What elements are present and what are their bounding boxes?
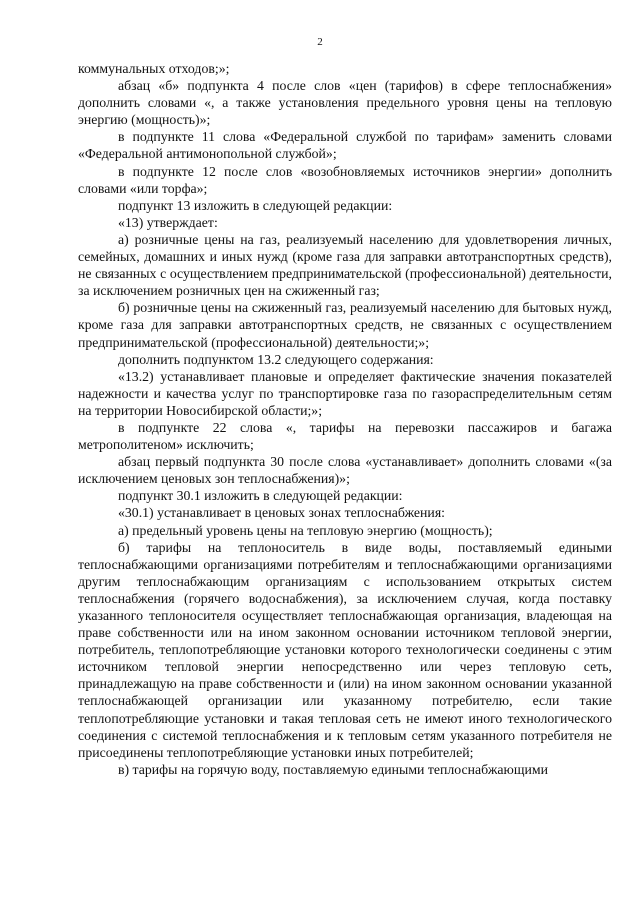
paragraph-13-b: б) розничные цены на сжиженный газ, реализуемый населению для бытовых нужд, кроме газа для заправки автотранспортных средств, не связанных с осуществлением предпринимательской (профессиональной) деятельности;»; xyxy=(78,300,612,350)
paragraph-subpoint-30-1-intro: подпункт 30.1 изложить в следующей редакции: xyxy=(118,488,403,504)
paragraph-subpoint-12: в подпункте 12 после слов «возобновляемых источников энергии» дополнить словами «или торфа»; xyxy=(78,163,612,196)
paragraph-13-approves: «13) утверждает: xyxy=(118,214,218,230)
paragraph-subpoint-30: абзац первый подпункта 30 после слова «устанавливает» дополнить словами «(за исключением ценовых зон теплоснабжения)»; xyxy=(78,454,612,487)
paragraph-30-1-a: а) предельный уровень цены на тепловую энергию (мощность); xyxy=(118,522,493,538)
paragraph-subpoint-22: в подпункте 22 слова «, тарифы на перевозки пассажиров и багажа метрополитеном» исключить; xyxy=(78,419,612,453)
paragraph-subpoint-11: в подпункте 11 слова «Федеральной службой по тарифам» заменить словами «Федеральной антимонопольной службой»; xyxy=(78,129,612,162)
document-body xyxy=(78,60,612,778)
page-number: 2 xyxy=(317,36,323,48)
paragraph-13-2: «13.2) устанавливает плановые и определяет фактические значения показателей надежности и качества услуг по транспортировке газа по газораспределительным сетям на территории Новосибирской области;»; xyxy=(78,368,612,418)
paragraph-30-1: «30.1) устанавливает в ценовых зонах теплоснабжения: xyxy=(118,505,445,521)
paragraph-subpoint-13-intro: подпункт 13 изложить в следующей редакции: xyxy=(118,197,393,213)
paragraph-13-a: а) розничные цены на газ, реализуемый населению для удовлетворения личных, семейных, домашних и иных нужд (кроме газа для заправки автотранспортных средств), не связанных с осуществлением предпринимательской (профессиональной) деятельности, за исключением розничных цен на сжиженный газ; xyxy=(78,231,612,299)
paragraph-30-1-v: в) тарифы на горячую воду, поставляемую едиными теплоснабжающими xyxy=(118,761,548,777)
paragraph-abzac-b: абзац «б» подпункта 4 после слов «цен (тарифов) в сфере теплоснабжения» дополнить словами «, а также установления предельного уровня цены на тепловую энергию (мощность)»; xyxy=(78,78,612,128)
paragraph-continuation: коммунальных отходов;»; xyxy=(78,61,230,76)
paragraph-30-1-b: б) тарифы на теплоноситель в виде воды, поставляемый едиными теплоснабжающими организациями потребителям и теплоснабжающими организациями другим теплоснабжающим организациям с использованием открытых систем теплоснабжения (горячего водоснабжения), за исключением случая, когда поставку указанного теплоносителя осуществляет теплоснабжающая организация, владеющая на праве собственности или на ином законном основании источником тепловой энергии, потребитель, теплопотребляющие установки которого технологически соединены с этим источником тепловой энергии непосредственно или через тепловую сеть, принадлежащую на праве собственности и (или) на ином законном основании указанной теплоснабжающей организации или указанному потребителю, если такие теплопотребляющие установки и такая тепловая сеть не имеют иного технологического соединения с системой теплоснабжения и к тепловым сетям указанного потребителя не присоединены теплопотребляющие установки иных потребителей; xyxy=(78,539,612,760)
paragraph-add-13-2: дополнить подпунктом 13.2 следующего содержания: xyxy=(118,351,434,367)
